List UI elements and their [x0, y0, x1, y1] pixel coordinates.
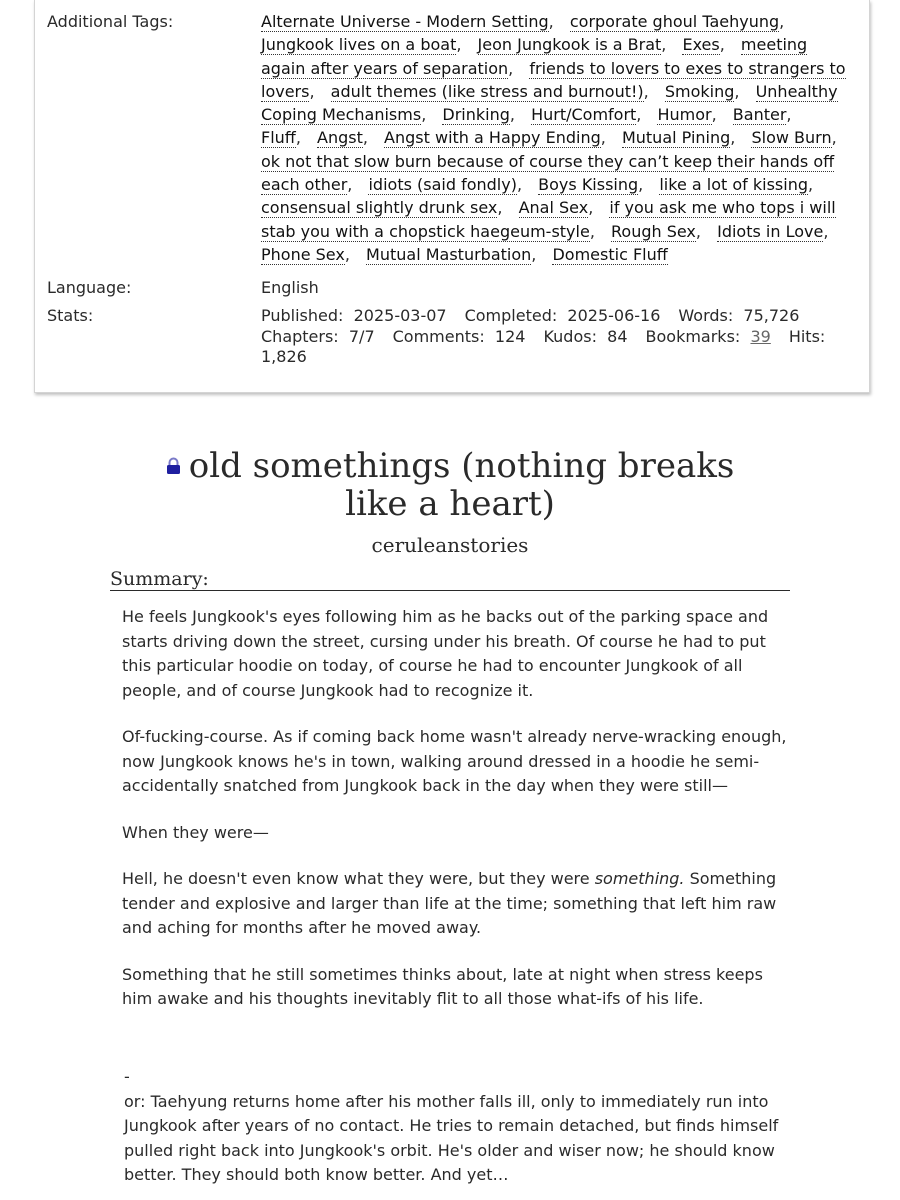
alt-summary: [124, 1065, 789, 1188]
tag-separator: ,: [643, 81, 649, 101]
work-title: [130, 448, 770, 522]
tag-separator: ,: [661, 35, 667, 55]
tag-separator: ,: [362, 128, 368, 148]
summary-body: [122, 605, 787, 1034]
stat-bookmarks: Bookmarks: 39: [645, 326, 771, 346]
stat-hits-value: 1,826: [261, 347, 307, 366]
tag-separator: ,: [548, 12, 554, 31]
tag-separator: ,: [309, 81, 315, 101]
language-value: English: [261, 278, 319, 297]
tag-link[interactable]: friends to lovers to exes to strangers to lovers: [261, 58, 846, 101]
tag-link[interactable]: Phone Sex: [261, 244, 345, 264]
tag-separator: ,: [786, 105, 792, 125]
tag-separator: ,: [734, 81, 740, 101]
tag-link[interactable]: Domestic Fluff: [552, 244, 668, 264]
tag-separator: ,: [295, 128, 301, 148]
summary-paragraph: He feels Jungkook's eyes following him as he backs out of the parking space and starts driving down the street, cursing under his breath. Of course he had to put this particular hoodie on today, of course he had to encounter Jungkook of all people, and of course Jungkook had to recognize it.: [122, 607, 769, 700]
tag-link[interactable]: Smoking: [664, 81, 735, 101]
tag-link[interactable]: Jungkook lives on a boat: [261, 35, 457, 55]
author-byline[interactable]: ceruleanstories: [371, 533, 529, 557]
tag-link[interactable]: Hurt/Comfort: [531, 105, 637, 125]
lock-icon: [166, 446, 181, 482]
tag-separator: ,: [779, 12, 785, 31]
tag-link[interactable]: like a lot of kissing: [659, 175, 808, 195]
tag-separator: ,: [638, 175, 644, 195]
tag-link[interactable]: Banter: [732, 105, 787, 125]
tag-link[interactable]: Mutual Masturbation: [366, 244, 532, 264]
tag-link[interactable]: corporate ghoul Taehyung: [569, 12, 780, 31]
tag-separator: ,: [497, 198, 503, 218]
tag-link[interactable]: Mutual Pining: [621, 128, 731, 148]
tag-separator: ,: [531, 244, 537, 264]
summary-heading: Summary:: [110, 568, 790, 591]
tag-separator: ,: [508, 58, 514, 78]
stat-chapters: Chapters: 7/7: [261, 326, 375, 346]
stat-completed: Completed: 2025-06-16: [464, 306, 661, 325]
tag-separator: ,: [831, 128, 837, 148]
tag-link[interactable]: Boys Kissing: [538, 175, 639, 195]
stat-words: Words: 75,726: [678, 306, 800, 325]
tag-link[interactable]: Jeon Jungkook is a Brat: [477, 35, 662, 55]
tag-link[interactable]: Idiots in Love: [717, 221, 824, 241]
tag-link[interactable]: Rough Sex: [611, 221, 696, 241]
summary-paragraph: When they were—: [122, 822, 269, 842]
stats-label: Stats:: [47, 306, 94, 325]
tag-link[interactable]: Angst with a Happy Ending: [384, 128, 601, 148]
tag-separator: ,: [456, 35, 462, 55]
tag-separator: ,: [636, 105, 642, 125]
tags-list: [261, 10, 856, 266]
summary-paragraph: Hell, he doesn't even know what they were, but they were something. Something tender and explosive and larger than life at the time; something that left him raw and aching for months after he moved away.: [122, 869, 777, 937]
tag-link[interactable]: adult themes (like stress and burnout!): [330, 81, 644, 101]
summary-paragraph: Something that he still sometimes thinks about, late at night when stress keeps him awake and his thoughts inevitably flit to all those what-ifs of his life.: [122, 964, 763, 1008]
tag-link[interactable]: meeting again after years of separation: [261, 35, 808, 78]
tag-link[interactable]: Slow Burn: [751, 128, 832, 148]
tag-separator: ,: [589, 221, 595, 241]
tag-separator: ,: [730, 128, 736, 148]
bookmarks-link[interactable]: 39: [750, 326, 771, 346]
stats-values: [261, 306, 831, 368]
tag-link[interactable]: Alternate Universe - Modern Setting: [261, 12, 549, 31]
summary-divider: -: [124, 1067, 130, 1086]
tag-separator: ,: [808, 175, 814, 195]
tag-link[interactable]: consensual slightly drunk sex: [261, 198, 498, 218]
tag-link[interactable]: Unhealthy Coping Mechanisms: [261, 81, 838, 125]
tag-link[interactable]: Exes: [682, 35, 720, 55]
tag-separator: ,: [516, 175, 523, 195]
tag-link[interactable]: Anal Sex: [518, 198, 589, 218]
stat-kudos: Kudos: 84: [543, 326, 628, 346]
tag-separator: ,: [719, 35, 725, 55]
tag-link[interactable]: idiots (said fondly): [368, 175, 517, 195]
alt-summary-text: or: Taehyung returns home after his mother falls ill, only to immediately run into Jungkook after years of no contact. He tries to remain detached, but finds himself pulled right back into Jungkook's orbit. He's older and wiser now; he should know better. They should both know better. And yet…: [124, 1091, 779, 1184]
summary-paragraph: Of-fucking-course. As if coming back home wasn't already nerve-wracking enough, now Jungkook knows he's in town, walking around dressed in a hoodie he semi-accidentally snatched from Jungkook back in the day when they were still—: [122, 727, 787, 795]
tag-separator: ,: [823, 221, 829, 241]
tag-separator: ,: [695, 221, 701, 241]
tag-separator: ,: [347, 175, 353, 195]
work-title-text: old somethings (nothing breaks like a heart): [188, 446, 735, 524]
tag-link[interactable]: Fluff: [261, 128, 296, 148]
tag-separator: ,: [509, 105, 515, 125]
tag-separator: ,: [344, 244, 350, 264]
tag-link[interactable]: ok not that slow burn because of course they can’t keep their hands off each other: [261, 151, 835, 195]
tag-link[interactable]: Humor: [657, 105, 712, 125]
language-label: Language:: [47, 278, 132, 297]
tag-separator: ,: [421, 105, 427, 125]
tag-link[interactable]: Angst: [317, 128, 363, 148]
stat-comments: Comments: 124: [392, 326, 526, 346]
stat-hits-label: Hits:: [788, 326, 826, 346]
tag-separator: ,: [600, 128, 606, 148]
stat-published: Published: 2025-03-07: [261, 306, 447, 325]
tags-label: Additional Tags:: [47, 12, 174, 31]
tag-link[interactable]: if you ask me who tops i will stab you with a chopstick haegeum-style: [261, 198, 836, 241]
work-meta-box: [34, 0, 870, 393]
tag-separator: ,: [711, 105, 717, 125]
tag-link[interactable]: Drinking: [442, 105, 510, 125]
tag-separator: ,: [588, 198, 594, 218]
